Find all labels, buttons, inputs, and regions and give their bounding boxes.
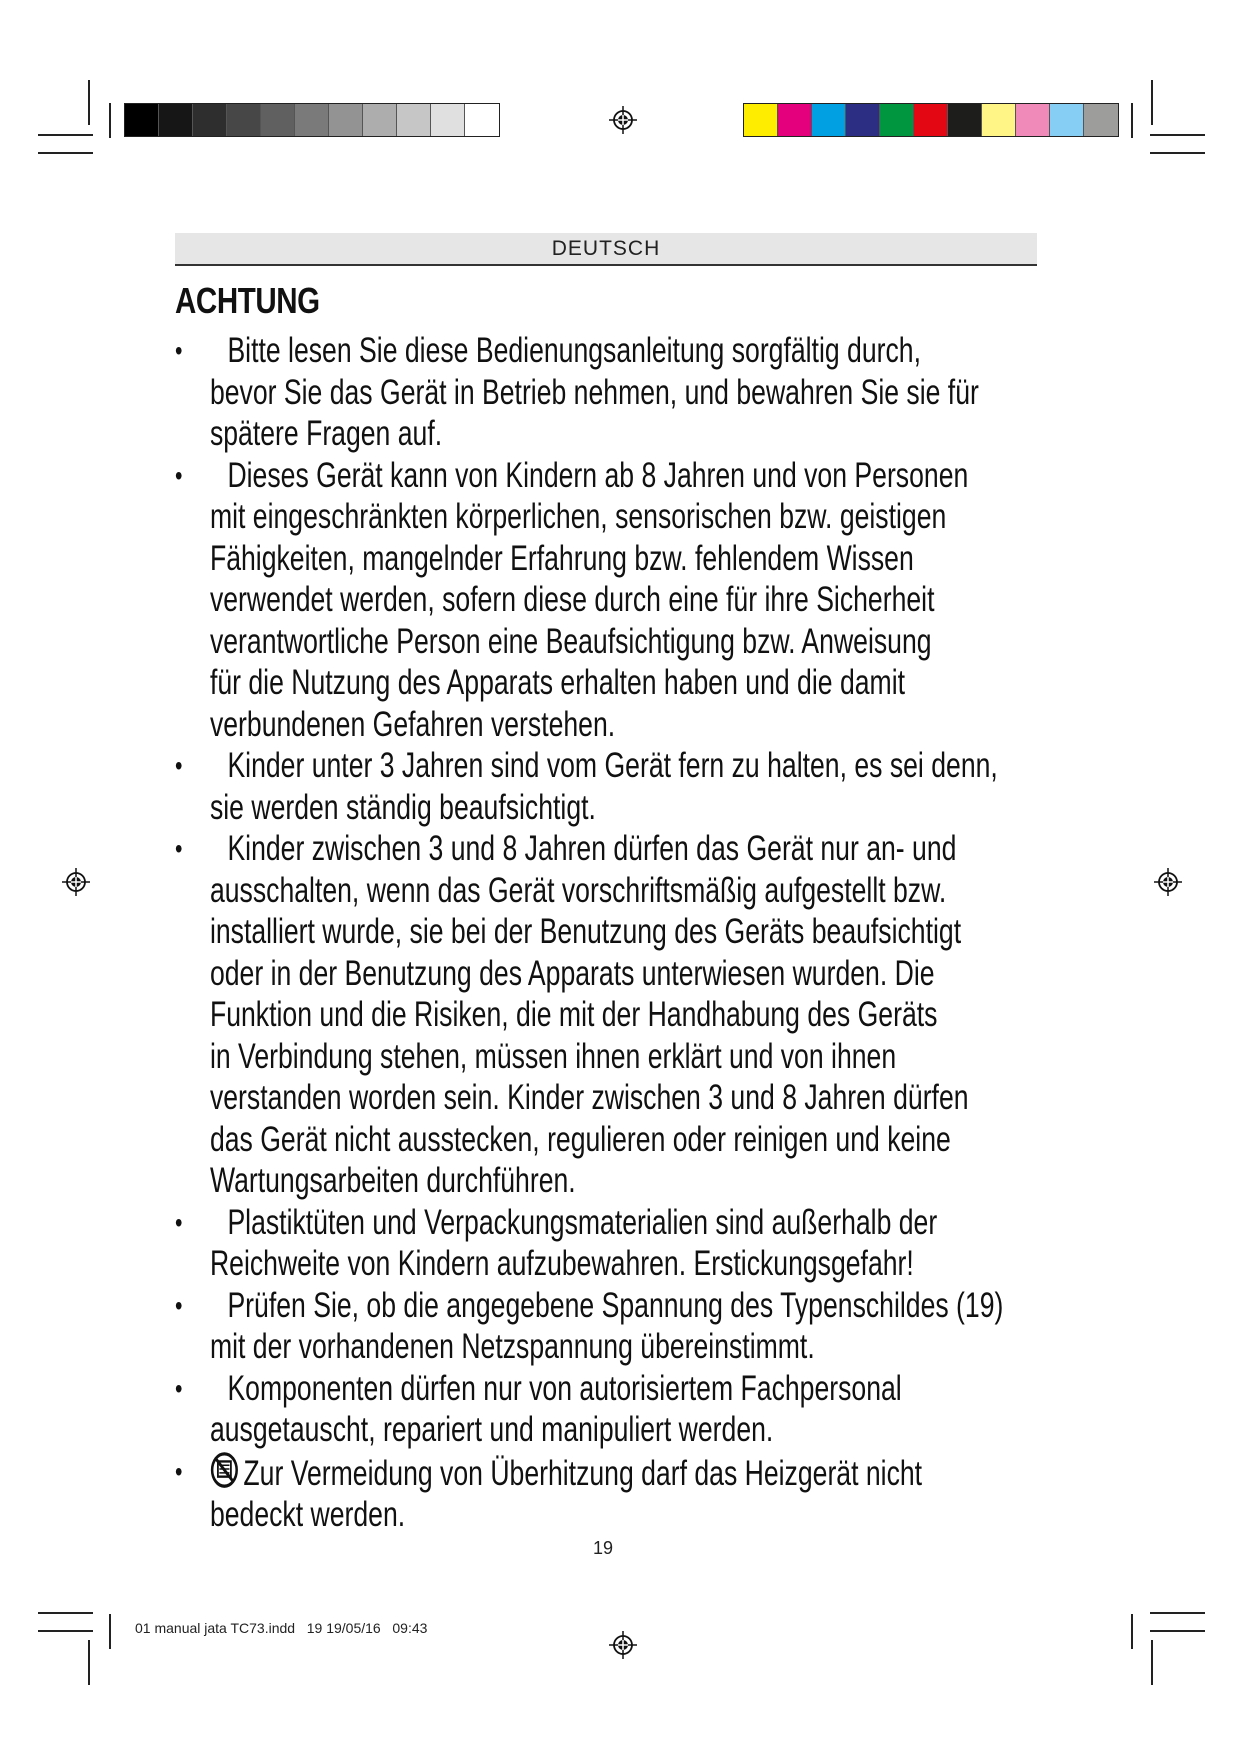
list-item-line: verwendet werden, sofern diese durch eine für ihre Sicherheit (209, 580, 935, 619)
color-swatch (431, 104, 465, 136)
list-item (175, 330, 1034, 455)
crop-mark (1151, 80, 1153, 125)
list-item-line: spätere Fragen auf. (209, 414, 443, 453)
list-item-first-line: Dieses Gerät kann von Kindern ab 8 Jahren und von Personen (227, 455, 969, 495)
color-swatch (812, 104, 846, 136)
list-item-line: mit der vorhandenen Netzspannung übereinstimmt. (209, 1327, 815, 1366)
color-swatch (261, 104, 295, 136)
crop-mark (1150, 134, 1205, 136)
list-item-line: verantwortliche Person eine Beaufsichtigung bzw. Anweisung (209, 621, 932, 661)
crop-mark (88, 80, 90, 125)
list-item-first-line: Komponenten dürfen nur von autorisiertem Fachpersonal (227, 1368, 902, 1408)
bullet: • (175, 1372, 183, 1404)
warning-list (175, 330, 1034, 1536)
list-item (175, 1451, 1034, 1536)
bullet: • (175, 335, 183, 366)
list-item-line: bevor Sie das Gerät in Betrieb nehmen, und bewahren Sie sie für (209, 372, 979, 412)
list-item-text: Zur Vermeidung von Überhitzung darf das Heizgerät nicht (243, 1453, 923, 1493)
color-swatch (914, 104, 948, 136)
list-item-line: Wartungsarbeiten durchführen. (209, 1161, 576, 1200)
color-swatch (193, 104, 227, 136)
crop-mark (1150, 1630, 1205, 1632)
color-swatch (329, 104, 363, 136)
color-swatch (1050, 104, 1084, 136)
crop-mark (38, 152, 93, 154)
color-swatch (465, 104, 499, 136)
registration-mark-icon (61, 867, 91, 897)
list-item-line: ausgetauscht, repariert und manipuliert werden. (209, 1410, 774, 1449)
color-swatch (295, 104, 329, 136)
crop-mark (38, 134, 93, 136)
grayscale-color-bar (124, 103, 500, 137)
crop-mark (38, 1612, 93, 1614)
list-item-first-line: Kinder zwischen 3 und 8 Jahren dürfen das Gerät nur an- und (227, 829, 957, 868)
list-item-line: Fähigkeiten, mangelnder Erfahrung bzw. fehlendem Wissen (209, 538, 914, 578)
color-swatch (397, 104, 431, 136)
color-swatch (159, 104, 193, 136)
crop-mark (109, 1614, 111, 1649)
list-item-line: mit eingeschränkten körperlichen, sensorischen bzw. geistigen (209, 497, 947, 536)
list-item-line: für die Nutzung des Apparats erhalten haben und die damit (209, 663, 905, 702)
list-item-line: bedeckt werden. (209, 1495, 406, 1534)
registration-mark-icon (608, 1630, 638, 1660)
list-item-line: installiert wurde, sie bei der Benutzung des Geräts beaufsichtigt (209, 912, 962, 951)
list-item (175, 455, 1034, 746)
list-item-first-line: Kinder unter 3 Jahren sind vom Gerät fern zu halten, es sei denn, (227, 746, 998, 785)
list-item-line: sie werden ständig beaufsichtigt. (209, 787, 596, 827)
color-swatch (1084, 104, 1118, 136)
crop-mark (1150, 152, 1205, 154)
bullet: • (175, 1455, 183, 1487)
list-item-first-line: Plastiktüten und Verpackungsmaterialien sind außerhalb der (227, 1202, 938, 1242)
page-number: 19 (592, 1538, 614, 1558)
crop-mark (109, 103, 111, 138)
bullet: • (175, 833, 183, 864)
color-swatch (778, 104, 812, 136)
list-item-first-line: Bitte lesen Sie diese Bedienungsanleitung sorgfältig durch, (227, 331, 921, 370)
crop-mark (1150, 1612, 1205, 1614)
color-swatch (744, 104, 778, 136)
do-not-cover-icon (210, 1451, 239, 1489)
list-item-line: Funktion und die Risiken, die mit der Handhabung des Geräts (209, 995, 938, 1034)
list-item-line: verbundenen Gefahren verstehen. (209, 704, 616, 744)
registration-mark-icon (608, 105, 638, 135)
registration-mark-icon (1153, 867, 1183, 897)
crop-mark (88, 1640, 90, 1685)
page-title: ACHTUNG (175, 280, 320, 321)
list-item (175, 745, 1034, 828)
list-item-line: Reichweite von Kindern aufzubewahren. Erstickungsgefahr! (209, 1244, 914, 1283)
color-swatch (880, 104, 914, 136)
color-swatch (227, 104, 261, 136)
list-item-line: verstanden worden sein. Kinder zwischen 3 und 8 Jahren dürfen (209, 1078, 969, 1117)
list-item-line: oder in der Benutzung des Apparats unterwiesen wurden. Die (209, 953, 935, 993)
color-swatch (846, 104, 880, 136)
language-header: DEUTSCH (175, 233, 1037, 266)
list-item (175, 1285, 1034, 1368)
crop-mark (1131, 1614, 1133, 1649)
list-item (175, 1202, 1034, 1285)
process-color-bar (743, 103, 1119, 137)
list-item-first-line (210, 1451, 1034, 1495)
list-item-line: in Verbindung stehen, müssen ihnen erklärt und von ihnen (209, 1036, 897, 1076)
list-item-line: das Gerät nicht ausstecken, regulieren oder reinigen und keine (209, 1119, 951, 1159)
bullet: • (175, 750, 183, 781)
color-swatch (125, 104, 159, 136)
list-item (175, 828, 1034, 1202)
bullet: • (175, 1289, 183, 1321)
bullet: • (175, 459, 183, 491)
print-slug: 01 manual jata TC73.indd 19 19/05/16 09:43 (135, 1620, 428, 1636)
list-item-line: ausschalten, wenn das Gerät vorschriftsmäßig aufgestellt bzw. (209, 870, 947, 910)
color-swatch (363, 104, 397, 136)
crop-mark (38, 1630, 93, 1632)
color-swatch (948, 104, 982, 136)
color-swatch (982, 104, 1016, 136)
crop-mark (1151, 1640, 1153, 1685)
list-item-first-line: Prüfen Sie, ob die angegebene Spannung des Typenschildes (19) (227, 1285, 1004, 1325)
bullet: • (175, 1206, 183, 1238)
color-swatch (1016, 104, 1050, 136)
list-item (175, 1368, 1034, 1451)
crop-mark (1131, 103, 1133, 138)
